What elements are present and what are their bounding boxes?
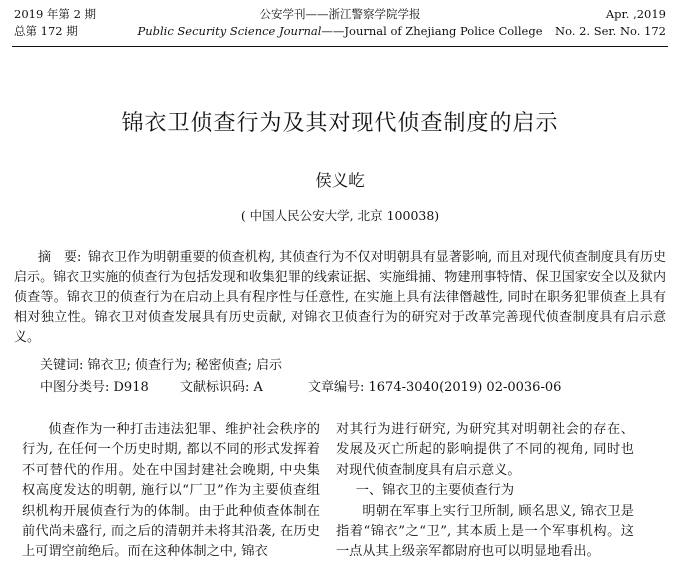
serial-number: No. 2. Ser. No. 172 [555,24,666,38]
article-number: 文章编号: 1674-3040(2019) 02-0036-06 [308,380,562,395]
body-column-right [336,420,634,563]
clc-number: 中图分类号: D918 [40,380,149,395]
document-code: 文献标识码: A [180,380,263,395]
abstract-label: 摘 要: [38,250,82,265]
journal-header [0,6,680,46]
section-heading: 一、锦衣卫的主要侦查行为 [355,483,515,499]
total-issue-line: 总第 172 期 [14,24,78,38]
author-name: 侯义屹 [315,171,365,190]
journal-name-cn: 公安学刊——浙江警察学院学报 [259,7,421,21]
body-column-left [22,420,320,563]
keywords: 关键词: 锦衣卫; 侦查行为; 秘密侦查; 启示 [40,358,283,373]
paper-title: 锦衣卫侦查行为及其对现代侦查制度的启示 [121,111,559,136]
abstract-text: 锦衣卫作为明朝重要的侦查机构, 其侦查行为不仅对明朝具有显著影响, 而且对现代侦查制度具有历史启示。锦衣卫实施的侦查行为包括发现和收集犯罪的线索证据、实施缉捕、物建刑事特情、保卫国家安全以及狱内侦查等。锦衣卫的侦查行为在启动上具有程序性与任意性, 在实施上具有法律僭越性, 同时在职务犯罪侦查上具有相对独立性。锦衣卫对侦查发展具有历史贡献, 对锦衣卫侦查行为的研究对于改革完善现代侦查制度具有启示意义。 [14,250,666,345]
journal-name-en-italic: Public Security Science Journal [137,24,322,38]
issue-date: Apr. ,2019 [605,7,666,21]
abstract [14,248,666,348]
affiliation: ( 中国人民公安大学, 北京 100038) [240,208,440,223]
issue-line: 2019 年第 2 期 [14,7,97,21]
body-paragraph: 侦查作为一种打击违法犯罪、维护社会秩序的行为, 在任何一个历史时期, 都以不同的形式发挥着不可替代的作用。处在中国封建社会晚期, 中央集权高度发达的明朝, 施行以“厂卫”作为主要侦查组织机构开展侦查行为的体制。由于此种侦查体制在前代尚未盛行, 而之后的清朝并未将其沿袭, 在历史上可谓空前绝后。而在这种体制之中, 锦衣 [22,422,320,560]
journal-name-en-rest: ——Journal of Zhejiang Police College [321,24,543,38]
body-paragraph: 明朝在军事上实行卫所制, 顾名思义, 锦衣卫是指着“锦衣”之“卫”, 其本质上是一个军事机构。这一点从其上级亲军都尉府也可以明显地看出。 [336,503,634,560]
header-rule [12,46,668,47]
body-paragraph-continued: 对其行为进行研究, 为研究其对明朝社会的存在、发展及灭亡所起的影响提供了不同的视角, 同时也对现代侦查制度具有启示意义。 [336,422,634,478]
